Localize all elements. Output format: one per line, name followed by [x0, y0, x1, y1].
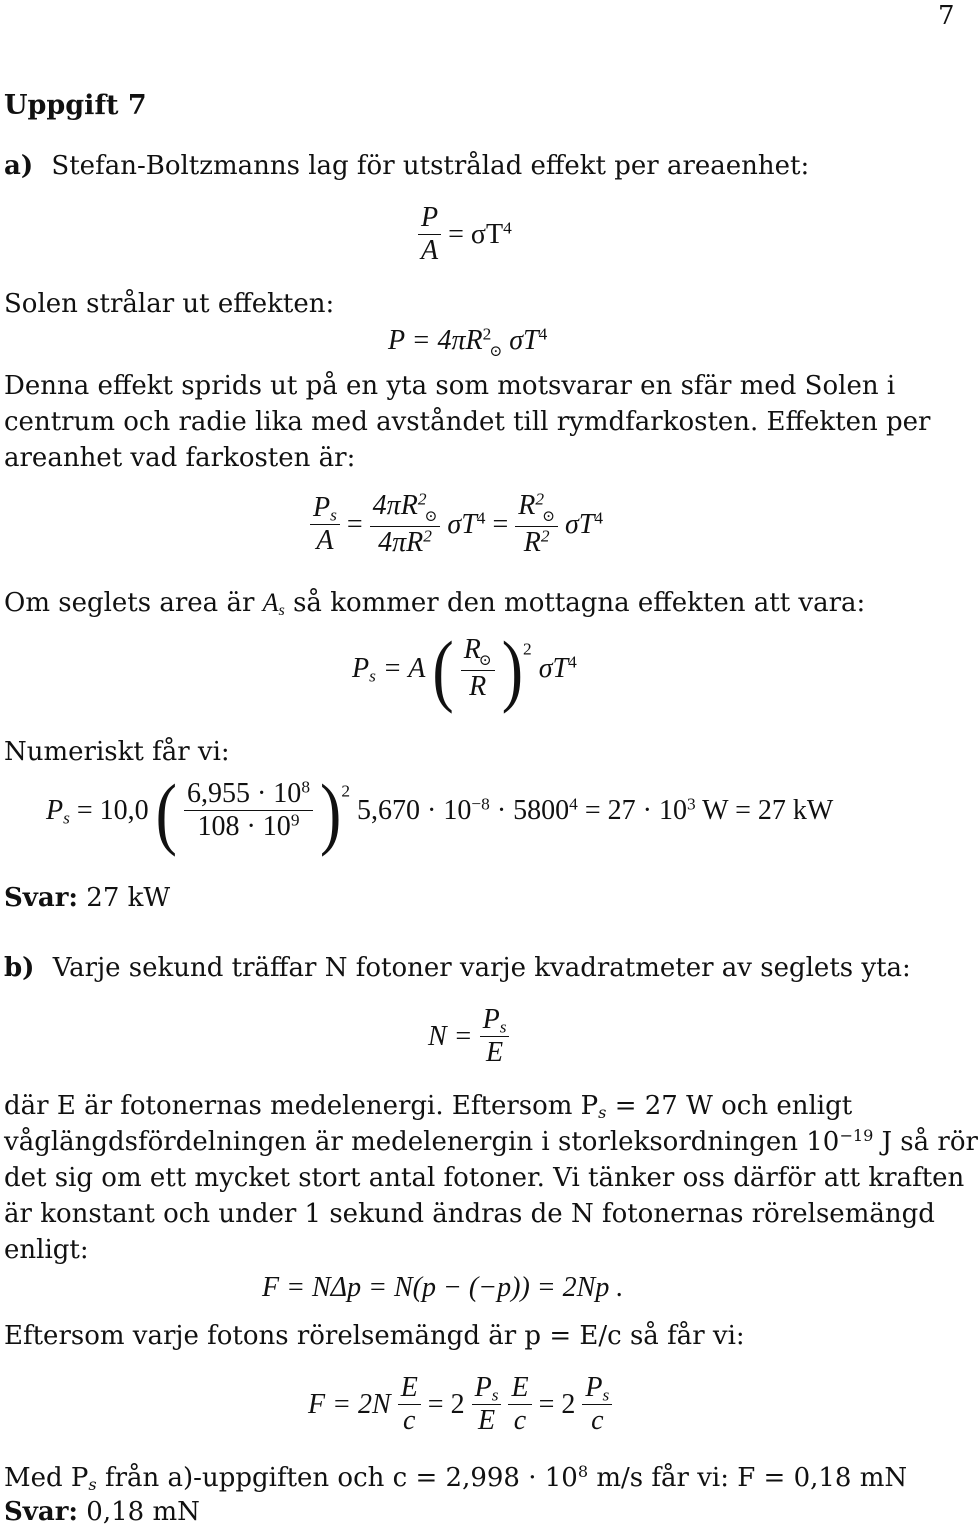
denominator: A [421, 235, 439, 267]
eqF2-end: = 2 [538, 1389, 576, 1421]
momentum-line: Eftersom varje fotons rörelsemängd är p = E/c så får vi: [4, 1321, 745, 1351]
answer-label: Svar: [4, 1497, 79, 1527]
eq5-result-unit: W = 27 kW [702, 795, 834, 827]
fraction-e-over-c [398, 1372, 421, 1437]
denominator: c [403, 1405, 416, 1437]
numerator: $R^2_⊙$ [515, 490, 558, 527]
task-heading: Uppgift 7 [4, 90, 147, 121]
paragraph-line: enligt: [4, 1235, 89, 1265]
numerator: $4\pi R^2_⊙$ [370, 490, 441, 527]
paragraph-line: där E är fotonernas medelenergi. Eftersom $P_s = 27$ W och enligt [4, 1091, 853, 1123]
denominator: A [316, 524, 334, 556]
numerator: P [418, 202, 441, 235]
sail-area-line: Om seglets area är $A_s$ så kommer den mottagna effekten att vara: [4, 588, 866, 620]
equation-force: F = NΔp = N(p − (−p)) = 2Np . [262, 1272, 624, 1303]
fraction-ps-over-a [310, 492, 340, 557]
answer-value: 27 kW [86, 883, 171, 913]
fraction-rsun-over-r [461, 634, 495, 703]
part-b-intro [4, 954, 911, 984]
eq2-rhs: σT [509, 325, 539, 356]
equation-force-final [308, 1374, 612, 1439]
equation-sun-power: $P = 4\pi R^2_⊙$ $\sigma T^4$ [388, 324, 548, 360]
answer-b [4, 1498, 200, 1528]
paragraph-line: våglängdsfördelningen är medelenergin i storleksordningen $10^{-19}$ J så rör [4, 1126, 978, 1157]
eqN-lhs: N = [428, 1021, 473, 1053]
paragraph-line: areanhet vad farkosten är: [4, 443, 356, 473]
eq5-lhs: = 10,0 [76, 795, 149, 827]
denominator: $4\pi R^2$ [378, 526, 432, 558]
equation-stefan-boltzmann: $\frac{P}{A}$ = $\sigma T^4$ [418, 204, 512, 269]
sun-emits-label: Solen strålar ut effekten: [4, 289, 335, 319]
part-b-label: b) [4, 953, 35, 983]
answer-value: 0,18 mN [86, 1497, 200, 1527]
fraction-ps-over-c [582, 1372, 612, 1437]
answer-a [4, 884, 170, 914]
equation-received-power: $P_s = A$ ( $\frac{R_⊙}{R}$ )$^2$ $\sigma T^4$ [352, 625, 577, 715]
paragraph-line: är konstant och under 1 sekund ändras de N fotonernas rörelsemängd [4, 1199, 935, 1229]
fraction-ps-over-e [480, 1004, 510, 1069]
fraction-e-over-c [508, 1372, 531, 1437]
fraction-radius-ratio [370, 490, 441, 559]
page-number: 7 [938, 1, 955, 31]
eq5-result: = 27 · 10 [584, 795, 687, 827]
numerator: E [398, 1372, 421, 1405]
denominator: $R^2$ [523, 526, 550, 558]
numerator: E [508, 1372, 531, 1405]
fraction-r-sun-over-r [515, 490, 558, 559]
equation-photon-count [428, 1006, 509, 1071]
numerator: $6,955 \cdot 10^8$ [184, 778, 313, 811]
eq5-stefan-constant: 5,670 · 10 [357, 795, 472, 827]
denominator: $108 \cdot 10^9$ [197, 810, 300, 843]
paragraph-line: Denna effekt sprids ut på en yta som motsvarar en sfär med Solen i [4, 371, 896, 401]
numerator: $P_s$ [582, 1372, 612, 1405]
paragraph-line: centrum och radie lika med avståndet till rymdfarkosten. Effekten per [4, 407, 931, 437]
final-result-line: Med $P_s$ från a)-uppgiften och $c = 2,998 \cdot 10^8$ m/s får vi: F = 0,18 mN [4, 1462, 908, 1495]
numerator: $P_s$ [472, 1372, 502, 1405]
fraction-p-over-a [418, 202, 441, 267]
denominator: E [477, 1405, 496, 1437]
eqF2-lhs: F = 2N [308, 1389, 391, 1421]
fraction-numeric [184, 778, 313, 843]
numerator: $P_s$ [310, 492, 340, 525]
numeric-label: Numeriskt får vi: [4, 737, 230, 767]
part-a-intro [4, 152, 809, 182]
eq1-rhs: = σT [448, 219, 504, 251]
eqF2-mid: = 2 [427, 1389, 465, 1421]
part-a-label: a) [4, 151, 34, 181]
denominator: E [485, 1037, 504, 1069]
fraction-ps-over-e [472, 1372, 502, 1437]
eq2-lhs: P = 4πR [388, 325, 483, 356]
denominator: R [469, 670, 487, 702]
equation-numeric: $P_s = 10,0$ ( $\frac{6,955 \cdot 10^8}{108 \cdot 10^9}$ )$^2$ $5,670 \cdot 10^{-8} \cdot 5800^4 = 27 \cdot 10^3$ W = 27 kW [46, 767, 834, 857]
eq4-lhs: = A [382, 652, 426, 684]
equation-power-per-area: $\frac{P_s}{A}$ = $\frac{4\pi R^2_⊙}{4\pi R^2}$ $\sigma T^4$ = $\frac{R^2_⊙}{R^2}$ $\sigma T^4$ [310, 492, 603, 561]
paragraph-line: det sig om ett mycket stort antal fotoner. Vi tänker oss därför att kraften [4, 1163, 965, 1193]
numerator: $R_⊙$ [461, 634, 495, 671]
part-b-intro-text: Varje sekund träffar N fotoner varje kvadratmeter av seglets yta: [52, 953, 911, 983]
denominator: c [591, 1405, 604, 1437]
part-a-intro-text: Stefan-Boltzmanns lag för utstrålad effekt per areaenhet: [51, 151, 810, 181]
numerator: $P_s$ [480, 1004, 510, 1037]
answer-label: Svar: [4, 883, 79, 913]
eq5-temperature: · 5800 [496, 795, 570, 827]
denominator: c [513, 1405, 527, 1437]
